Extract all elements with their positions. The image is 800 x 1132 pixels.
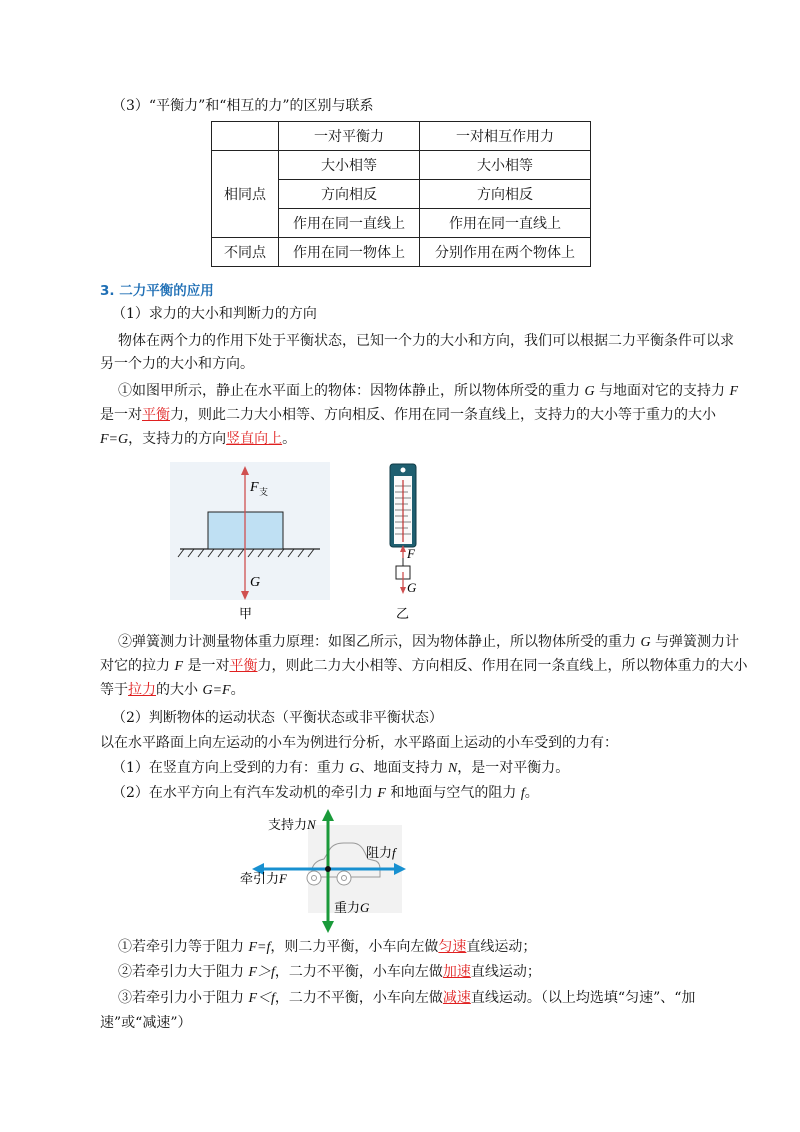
paragraph-line: （1）在竖直方向上受到的力有：重力 G、地面支持力 N，是一对平衡力。 xyxy=(112,760,570,776)
force-label-f: F xyxy=(250,480,259,495)
paragraph-line: 等于拉力的大小 G=F。 xyxy=(100,682,245,698)
figure-jia xyxy=(170,462,330,620)
force-label-support: 支持力N xyxy=(268,817,316,832)
answer-fill: 减速 xyxy=(442,990,471,1006)
paragraph-line: ①如图甲所示，静止在水平面上的物体：因物体静止，所以物体所受的重力 G 与地面对它的支持力 F xyxy=(118,383,739,399)
table-cell: 分别作用在两个物体上 xyxy=(420,238,591,267)
table-row-label: 不同点 xyxy=(212,238,279,267)
subheading-2: （2）判断物体的运动状态（平衡状态或非平衡状态） xyxy=(112,710,443,726)
section3-heading: （3）“平衡力”和“相互的力”的区别与联系 xyxy=(112,98,374,114)
paragraph-line: 对它的拉力 F 是一对平衡力，则此二力大小相等、方向相反、作用在同一条直线上，所以物体重力的大小 xyxy=(100,658,748,674)
table-header: 一对相互作用力 xyxy=(420,122,591,151)
paragraph-line: 是一对平衡力，则此二力大小相等、方向相反、作用在同一条直线上，支持力的大小等于重力的大小 xyxy=(100,407,716,423)
table-cell: 方向相反 xyxy=(279,180,420,209)
figure-caption: 甲 xyxy=(239,606,253,620)
force-label-resist: 阻力f xyxy=(366,845,396,860)
paragraph-line: ③若牵引力小于阻力 F＜f，二力不平衡，小车向左做减速直线运动。（以上均选填“匀速”、“加 xyxy=(118,990,696,1006)
paragraph-line: 另一个力的大小和方向。 xyxy=(100,356,254,372)
table-cell: 作用在同一直线上 xyxy=(420,209,591,238)
figure-yi xyxy=(382,462,432,620)
answer-fill: 匀速 xyxy=(438,939,467,955)
answer-fill: 竖直向上 xyxy=(226,431,283,447)
table-row xyxy=(212,238,591,267)
answer-fill: 平衡 xyxy=(142,407,170,423)
force-label-g: G xyxy=(407,580,417,595)
paragraph-line: 速”或“减速”） xyxy=(100,1015,192,1031)
force-label-f: F xyxy=(407,546,415,561)
paragraph-line: 物体在两个力的作用下处于平衡状态，已知一个力的大小和方向，我们可以根据二力平衡条件可以求 xyxy=(118,333,734,349)
paragraph-line: 以在水平路面上向左运动的小车为例进行分析，水平路面上运动的小车受到的力有： xyxy=(100,735,618,751)
paragraph-line: ②弹簧测力计测量物体重力原理：如图乙所示，因为物体静止，所以物体所受的重力 G 与弹簧测力计 xyxy=(118,634,740,650)
answer-fill: 加速 xyxy=(442,964,471,980)
figure-caption: 乙 xyxy=(396,606,410,620)
table-header: 一对平衡力 xyxy=(279,122,420,151)
table-cell: 作用在同一物体上 xyxy=(279,238,420,267)
comparison-table xyxy=(211,121,591,267)
force-label-traction: 牵引力F xyxy=(240,871,287,886)
force-label-gravity: 重力G xyxy=(334,900,370,915)
paragraph-line: ①若牵引力等于阻力 F=f，则二力平衡，小车向左做匀速直线运动； xyxy=(118,939,537,955)
table-cell: 大小相等 xyxy=(279,151,420,180)
paragraph-line: （2）在水平方向上有汽车发动机的牵引力 F 和地面与空气的阻力 f。 xyxy=(112,785,539,801)
subheading-1: （1）求力的大小和判断力的方向 xyxy=(112,306,317,322)
force-label-sub: 支 xyxy=(259,487,269,497)
paragraph-line: ②若牵引力大于阻力 F＞f，二力不平衡，小车向左做加速直线运动； xyxy=(118,964,541,980)
answer-fill: 平衡 xyxy=(229,658,258,674)
figure-car-forces xyxy=(240,805,410,935)
table-cell: 方向相反 xyxy=(420,180,591,209)
force-label-g: G xyxy=(250,575,261,590)
table-cell: 大小相等 xyxy=(420,151,591,180)
table-cell xyxy=(212,122,279,151)
table-row-label: 相同点 xyxy=(212,151,279,238)
table-cell: 作用在同一直线上 xyxy=(279,209,420,238)
paragraph-line: F=G，支持力的方向竖直向上。 xyxy=(100,431,297,447)
table-row xyxy=(212,151,591,180)
answer-fill: 拉力 xyxy=(128,682,156,698)
table-row xyxy=(212,122,591,151)
section-heading: 3. 二力平衡的应用 xyxy=(100,283,214,299)
